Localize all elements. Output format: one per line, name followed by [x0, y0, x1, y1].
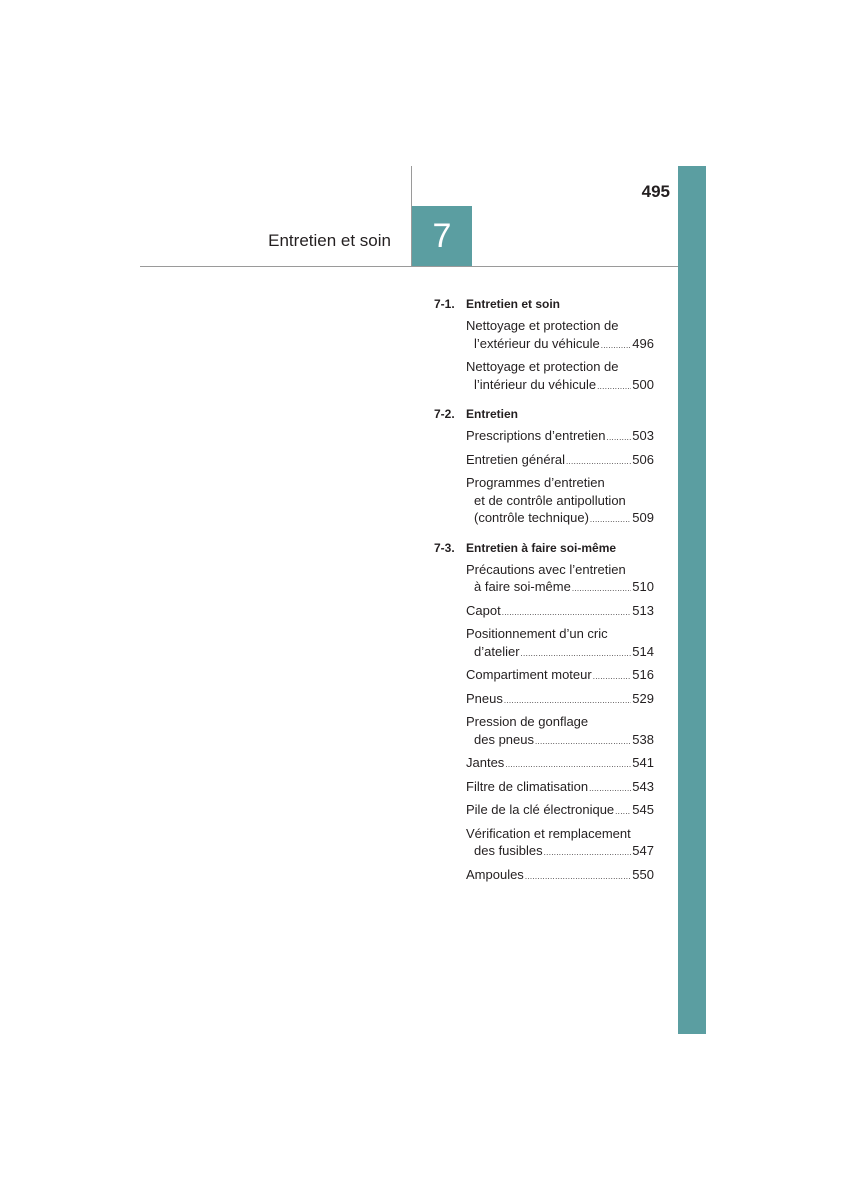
toc-entry-text: des fusibles [474, 843, 543, 858]
toc-entry-text: d’atelier [474, 643, 520, 659]
toc-entry-page: 506 [632, 451, 654, 467]
toc-entry[interactable] [466, 317, 654, 354]
toc-entry-page: 510 [632, 579, 654, 594]
toc-entry[interactable] [466, 358, 654, 395]
toc-entry-page: 538 [632, 731, 654, 747]
toc-entry-page: 509 [632, 510, 654, 525]
toc-entry-line [466, 358, 654, 376]
toc-leader-dots [597, 376, 631, 396]
toc-entry[interactable] [466, 713, 654, 750]
toc-leader-dots [590, 509, 631, 529]
toc-entry-page: 529 [632, 690, 654, 706]
toc-entry[interactable] [466, 801, 654, 821]
toc-entry-text: Prescriptions d’entretien [466, 428, 606, 443]
toc-entry-line [466, 427, 654, 447]
toc-entry-page: 514 [632, 643, 654, 659]
toc-section-number: 7-2. [434, 407, 455, 421]
toc-entry-text: (contrôle technique) [474, 510, 589, 525]
toc-entry-text: des pneus [474, 731, 534, 747]
toc-leader-dots [521, 643, 632, 663]
toc-entry-text: Nettoyage et protection de [466, 318, 619, 333]
toc-section-title: Entretien et soin [466, 297, 561, 311]
toc-entry-line [466, 713, 654, 731]
toc-section [434, 538, 654, 886]
toc-entry[interactable] [466, 625, 654, 662]
toc-section [434, 294, 654, 395]
chapter-number-badge [412, 206, 472, 266]
toc-section-heading[interactable] [434, 294, 654, 314]
chapter-side-tab [678, 166, 706, 1034]
toc-entry-text: Positionnement d’un cric [466, 626, 608, 641]
toc-section-title: Entretien à faire soi-même [466, 540, 617, 555]
toc-entry[interactable] [466, 825, 654, 862]
header-horizontal-rule [140, 266, 678, 267]
toc-entry-page: 496 [632, 335, 654, 351]
toc-entry-line [466, 625, 654, 643]
table-of-contents [434, 294, 654, 894]
toc-leader-dots [589, 778, 631, 798]
toc-section-number: 7-3. [434, 540, 455, 555]
toc-entry[interactable] [466, 666, 654, 686]
toc-leader-dots [544, 842, 632, 862]
toc-section [434, 404, 654, 529]
chapter-title: Entretien et soin [268, 231, 391, 250]
toc-entry-text: Programmes d’entretien [466, 475, 605, 490]
toc-entry-text: Filtre de climatisation [466, 778, 589, 794]
toc-entry-line [466, 866, 654, 886]
toc-entry-page: 513 [632, 602, 654, 618]
toc-entry[interactable] [466, 866, 654, 886]
toc-entry[interactable] [466, 602, 654, 622]
chapter-number: 7 [432, 217, 452, 255]
toc-leader-dots [525, 866, 631, 886]
toc-entry-line [466, 474, 654, 492]
toc-entry-line [466, 602, 654, 622]
toc-entry-line [466, 492, 654, 510]
toc-section-heading[interactable] [434, 404, 654, 424]
toc-entry[interactable] [466, 778, 654, 798]
toc-entry-text: et de contrôle antipollution [474, 492, 626, 508]
toc-entry-page: 547 [632, 843, 654, 858]
toc-leader-dots [502, 602, 632, 622]
toc-entry-text: Jantes [466, 755, 505, 770]
toc-leader-dots [615, 801, 631, 821]
toc-leader-dots [606, 427, 631, 447]
toc-entry-text: Nettoyage et protection de [466, 359, 619, 374]
toc-entry-page: 545 [632, 802, 654, 817]
toc-entry-line [466, 731, 654, 751]
toc-entry-page: 500 [632, 376, 654, 392]
toc-entry-text: Pile de la clé électronique [466, 802, 615, 817]
toc-entry-text: Capot [466, 602, 501, 618]
toc-entry-text: Précautions avec l’entretien [466, 561, 626, 577]
toc-leader-dots [566, 451, 631, 471]
toc-entry-line [466, 578, 654, 598]
toc-section-heading[interactable] [434, 538, 654, 558]
toc-entry-line [466, 825, 654, 843]
toc-entry-text: l’extérieur du véhicule [474, 335, 600, 351]
toc-entry-text: l’intérieur du véhicule [474, 376, 597, 392]
toc-entry-page: 503 [632, 428, 654, 443]
toc-entry-line [466, 643, 654, 663]
toc-entry-page: 541 [632, 755, 654, 770]
toc-entry-line [466, 842, 654, 862]
toc-entry-text: Pneus [466, 690, 503, 706]
toc-section-number: 7-1. [434, 297, 455, 311]
toc-entry[interactable] [466, 561, 654, 598]
toc-entry-line [466, 509, 654, 529]
toc-entry-text: Compartiment moteur [466, 667, 592, 682]
toc-entry-page: 516 [632, 667, 654, 682]
toc-entry-text: à faire soi-même [474, 579, 571, 594]
toc-entry-line [466, 335, 654, 355]
toc-entry[interactable] [466, 754, 654, 774]
toc-entry-line [466, 666, 654, 686]
toc-entry[interactable] [466, 474, 654, 529]
toc-entry-line [466, 690, 654, 710]
toc-entry-page: 543 [632, 778, 654, 794]
toc-leader-dots [505, 754, 631, 774]
toc-leader-dots [601, 335, 632, 355]
toc-entry-page: 550 [632, 866, 654, 882]
toc-entry-line [466, 451, 654, 471]
toc-entry-line [466, 376, 654, 396]
toc-entry[interactable] [466, 427, 654, 447]
toc-entry-text: Pression de gonflage [466, 714, 589, 729]
toc-entry-line [466, 754, 654, 774]
toc-leader-dots [535, 731, 631, 751]
toc-entry-text: Entretien général [466, 451, 566, 467]
toc-entry-line [466, 778, 654, 798]
toc-entry-line [466, 317, 654, 335]
toc-section-title: Entretien [466, 407, 519, 421]
page-number: 495 [641, 182, 670, 201]
toc-entry-text: Ampoules [466, 866, 524, 882]
toc-leader-dots [504, 690, 631, 710]
toc-entry[interactable] [466, 690, 654, 710]
toc-leader-dots [572, 578, 631, 598]
toc-entry-line [466, 801, 654, 821]
toc-entry[interactable] [466, 451, 654, 471]
toc-entry-text: Vérification et remplacement [466, 825, 631, 841]
toc-leader-dots [593, 666, 632, 686]
toc-entry-line [466, 561, 654, 579]
